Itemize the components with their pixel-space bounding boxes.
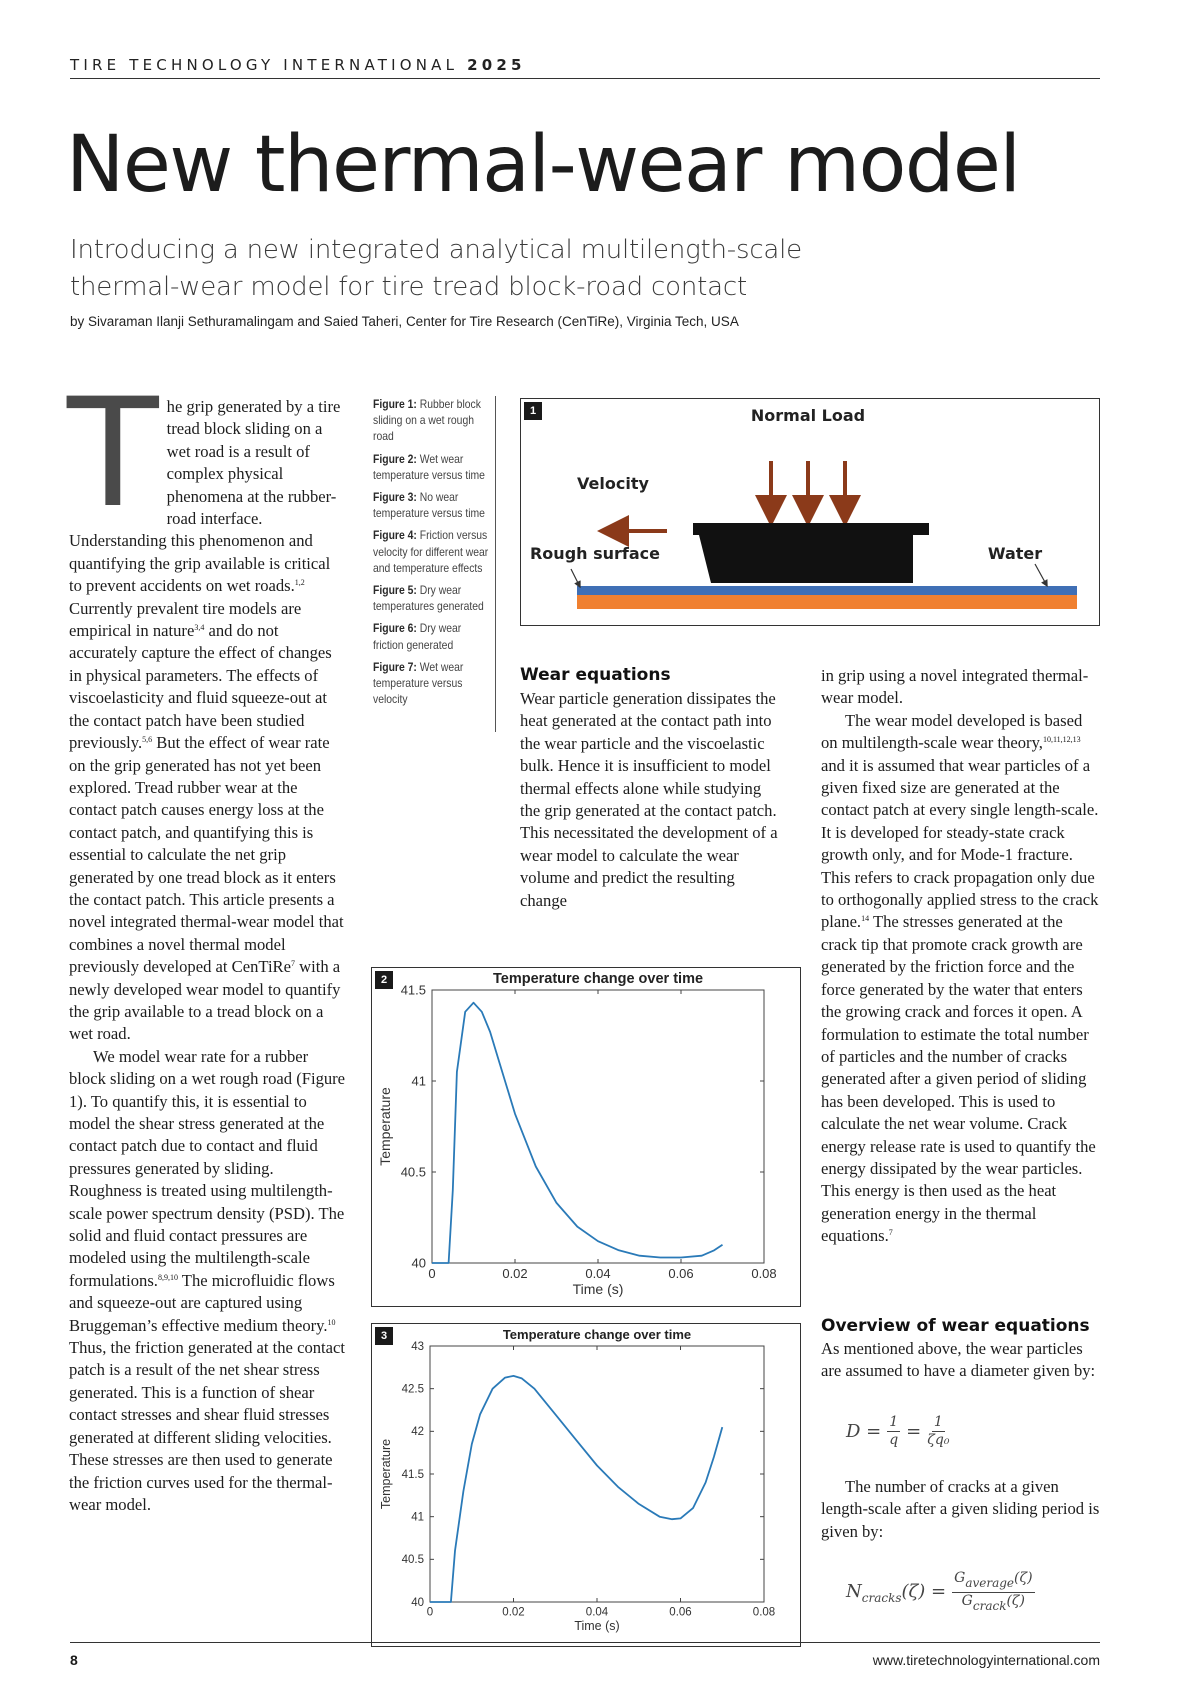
text-run: and it is assumed that wear particles of a given fixed size are generated at the contact patch at every single length-scale. It is developed for steady-state crack growth only, and for Mode-1 fracture. This refers to crack propagation only due to orthogonally applied stress to the crack plane.: [821, 755, 1099, 932]
overview-paragraph-2: [821, 1476, 1100, 1543]
x-tick-label: 0.02: [502, 1606, 525, 1619]
caption-figure-2: [373, 451, 492, 483]
y-tick-label: 41.5: [401, 1468, 424, 1481]
y-axis-label: Temperature: [379, 1438, 393, 1510]
wear-paragraph-1-continued: in grip using a novel integrated thermal-wear model.: [821, 666, 1089, 708]
rough-surface-label: Rough surface: [529, 544, 661, 563]
denominator: ζq₀: [927, 1432, 950, 1448]
rubber-block: [693, 523, 929, 583]
y-tick-label: 41: [411, 1073, 426, 1089]
intro-column: [67, 367, 347, 1516]
caption-text: Friction versus velocity for different wear and temperature effects: [373, 528, 489, 575]
wear-paragraph-2: [821, 710, 1100, 1248]
eq-lhs: [846, 1581, 946, 1605]
x-tick-label: 0.02: [502, 1266, 528, 1281]
caption-text: No wear temperature versus time: [373, 490, 485, 521]
figure-2: [371, 967, 801, 1307]
y-tick-label: 41: [411, 1511, 424, 1524]
header-rule: [70, 78, 1100, 79]
text-run: Currently prevalent tire models are empirical in nature: [69, 598, 302, 641]
denominator: q: [889, 1432, 899, 1448]
numerator: [952, 1570, 1034, 1593]
y-tick-label: 42: [411, 1426, 424, 1439]
fraction: [927, 1414, 949, 1449]
x-tick-label: 0.06: [668, 1266, 694, 1281]
text-run: Thus, the friction generated at the contact patch is a result of the net shear stress generated. This is a function of shear contact stresses and shear fluid stresses generated at different sliding velocities. These stresses are then used to generate the friction curves used for the thermal-wear model.: [69, 1338, 345, 1514]
figure-number: 1: [524, 402, 542, 420]
y-tick-label: 42.5: [401, 1383, 424, 1396]
y-tick-label: 40: [411, 1255, 426, 1271]
text-run: We model wear rate for a rubber block sliding on a wet rough road (Figure 1). To quantify this, it is essential to model the shear stress generated at the contact patch due to contact and fluid pressures generated by sliding. Roughness is treated using multilength-scale power spectrum density (PSD). The solid and fluid contact pressures are modeled using the multilength-scale formulations.: [69, 1046, 346, 1290]
running-head: [70, 56, 526, 74]
water-label: Water: [987, 544, 1043, 563]
x-tick-label: 0.08: [752, 1606, 776, 1619]
fraction: [952, 1570, 1034, 1615]
text-run: with a newly developed wear model to quantify the grip available to a tread block on a wet road.: [69, 957, 341, 1044]
water-layer: [577, 586, 1077, 595]
symbol: N: [846, 1580, 862, 1602]
text-run: he grip generated by a tire tread block sliding on a wet road is a result of complex physical phenomena at the rubber-road interface. Understanding this phenomenon and quantifying the grip available is critical to prevent accidents on wet roads.: [69, 397, 341, 596]
byline: by Sivaraman Ilanji Sethuramalingam and Saied Taheri, Center for Tire Research (CenTiRe), Virginia Tech, USA: [70, 314, 739, 329]
dropcap: T: [67, 367, 159, 541]
reference: 14: [861, 914, 870, 924]
reference: 10: [327, 1317, 336, 1327]
intro-paragraph-2: [69, 1046, 347, 1517]
eq-lhs: D =: [846, 1421, 882, 1442]
reference: 5,6: [142, 735, 153, 745]
plot-frame: [432, 990, 764, 1263]
caption-text: Wet wear temperature versus time: [373, 451, 485, 482]
reference: 7: [291, 959, 295, 969]
page-number: 8: [70, 1652, 78, 1668]
diameter-equation: [846, 1414, 949, 1449]
y-tick-label: 40: [411, 1596, 424, 1609]
caption-label: Figure 2:: [373, 451, 417, 466]
x-tick-label: 0: [428, 1266, 436, 1281]
caption-figure-1: [373, 396, 492, 445]
chart-title: Temperature change over time: [502, 1327, 692, 1342]
text-run: The microfluidic flows and squeeze-out are captured using Bruggeman’s effective medium theory.: [69, 1270, 335, 1335]
y-tick-label: 41.5: [400, 982, 426, 998]
caption-text: Dry wear temperatures generated: [373, 583, 484, 614]
chart-title: Temperature change over time: [492, 971, 704, 987]
caption-label: Figure 3:: [373, 490, 417, 505]
x-tick-label: 0.08: [751, 1266, 777, 1281]
website-url: www.tiretechnologyinternational.com: [872, 1652, 1100, 1668]
reference: 1,2: [294, 578, 305, 588]
article-title: New thermal-wear model: [66, 120, 1020, 210]
subscript: average: [965, 1576, 1015, 1590]
argument: (ζ) =: [901, 1580, 947, 1602]
text-run: But the effect of wear rate on the grip generated has not yet been explored. Tread rubber wear at the contact patch causes energy loss at the contact patch, and quantifying this is essential to calculate the net grip generated by one tread block as it enters the contact patch. This article presents a novel integrated thermal-wear model that combines a novel thermal model previously developed at CenTiRe: [69, 733, 344, 977]
symbol: G: [961, 1593, 973, 1609]
caption-label: Figure 6:: [373, 621, 417, 636]
y-tick-label: 43: [411, 1340, 424, 1353]
normal-load-label: Normal Load: [750, 406, 866, 425]
reference: 3,4: [194, 623, 205, 633]
fraction: [887, 1414, 900, 1449]
running-head-light: TIRE TECHNOLOGY INTERNATIONAL: [70, 56, 468, 74]
reference: 7: [888, 1228, 893, 1238]
y-axis-label: Temperature: [377, 1087, 393, 1166]
x-tick-label: 0.06: [669, 1606, 692, 1619]
figure-3-chart: [372, 1324, 800, 1646]
running-head-year: 2025: [467, 56, 526, 74]
water-pointer: [1035, 564, 1046, 584]
rough-surface-pointer: [571, 569, 579, 585]
x-axis-label: Time (s): [572, 1281, 624, 1297]
wear-equations-heading: Wear equations: [520, 665, 671, 685]
caption-figure-3: [373, 489, 492, 521]
article-subtitle: Introducing a new integrated analytical multilength-scale thermal-wear model for tire tread block-road contact: [70, 235, 802, 302]
caption-label: Figure 1:: [373, 397, 417, 411]
velocity-label: Velocity: [577, 474, 649, 493]
paragraph-text: The number of cracks at a given length-scale after a given sliding period is given by:: [821, 1477, 1100, 1541]
x-tick-label: 0: [426, 1606, 434, 1619]
y-tick-label: 40.5: [401, 1554, 424, 1567]
figure-1-diagram: [521, 399, 1099, 625]
caption-label: Figure 7:: [373, 659, 417, 674]
caption-figure-5: [373, 582, 492, 614]
caption-figure-4: [373, 527, 492, 576]
x-tick-label: 0.04: [585, 1606, 609, 1619]
wear-equations-column: [520, 688, 782, 912]
road-surface: [577, 595, 1077, 609]
subscript: cracks: [861, 1590, 902, 1605]
text-run: and do not accurately capture the effect of changes in physical parameters. The effects of viscoelasticity and fluid squeeze-out at the contact patch have been studied previously.: [69, 621, 332, 753]
x-tick-label: 0.04: [585, 1266, 611, 1281]
figure-1: [520, 398, 1100, 626]
wear-paragraph-1: Wear particle generation dissipates the heat generated at the contact path into the wear particle and the viscoelastic bulk. Hence it is insufficient to model thermal effects alone while studying the grip generated at the contact patch. This necessitated the development of a wear model to calculate the wear volume and predict the resulting change: [520, 689, 778, 910]
caption-figure-6: [373, 620, 492, 652]
caption-figure-7: [373, 659, 492, 708]
plot-frame: [430, 1346, 764, 1602]
numerator: 1: [889, 1414, 899, 1430]
text-run: The stresses generated at the crack tip that promote crack growth are generated by the friction force and the force generated by the water that enters the growing crack and forces it open. A formulation to estimate the total number of particles and the number of cracks generated after a given period of sliding has been developed. This is used to calculate the net wear volume. Crack energy release rate is used to quantify the energy dissipated by the wear particles. This energy is then used as the heat generation energy in the thermal equations.: [821, 912, 1096, 1246]
intro-paragraph-1: [67, 367, 347, 1046]
argument: (ζ): [1006, 1593, 1025, 1609]
overview-heading: Overview of wear equations: [821, 1316, 1090, 1336]
reference: 8,9,10: [157, 1272, 178, 1282]
wear-model-column: [821, 665, 1100, 1248]
x-axis-label: Time (s): [574, 1619, 620, 1633]
footer-rule: [70, 1642, 1100, 1643]
caption-text: Rubber block sliding on a wet rough road: [373, 397, 481, 444]
subscript: crack: [972, 1599, 1007, 1613]
figure-2-chart: [372, 968, 800, 1306]
caption-label: Figure 5:: [373, 583, 417, 598]
symbol: G: [954, 1570, 966, 1586]
figure-number: 2: [375, 971, 393, 989]
figure-3: [371, 1323, 801, 1647]
caption-label: Figure 4:: [373, 528, 417, 543]
cracks-equation: [846, 1570, 1035, 1615]
caption-text: Wet wear temperature versus velocity: [373, 659, 464, 707]
y-tick-label: 40.5: [400, 1164, 426, 1180]
reference: 10,11,12,13: [1042, 735, 1081, 745]
argument: (ζ): [1014, 1570, 1033, 1586]
caption-text: Dry wear friction generated: [373, 621, 462, 652]
denominator: [962, 1593, 1025, 1615]
numerator: 1: [933, 1414, 943, 1430]
overview-paragraph-1: As mentioned above, the wear particles are assumed to have a diameter given by:: [821, 1339, 1096, 1381]
figure-captions: [373, 396, 496, 732]
equals: =: [906, 1421, 922, 1442]
figure-number: 3: [375, 1327, 393, 1345]
text-run: The wear model developed is based on multilength-scale wear theory,: [821, 710, 1083, 753]
